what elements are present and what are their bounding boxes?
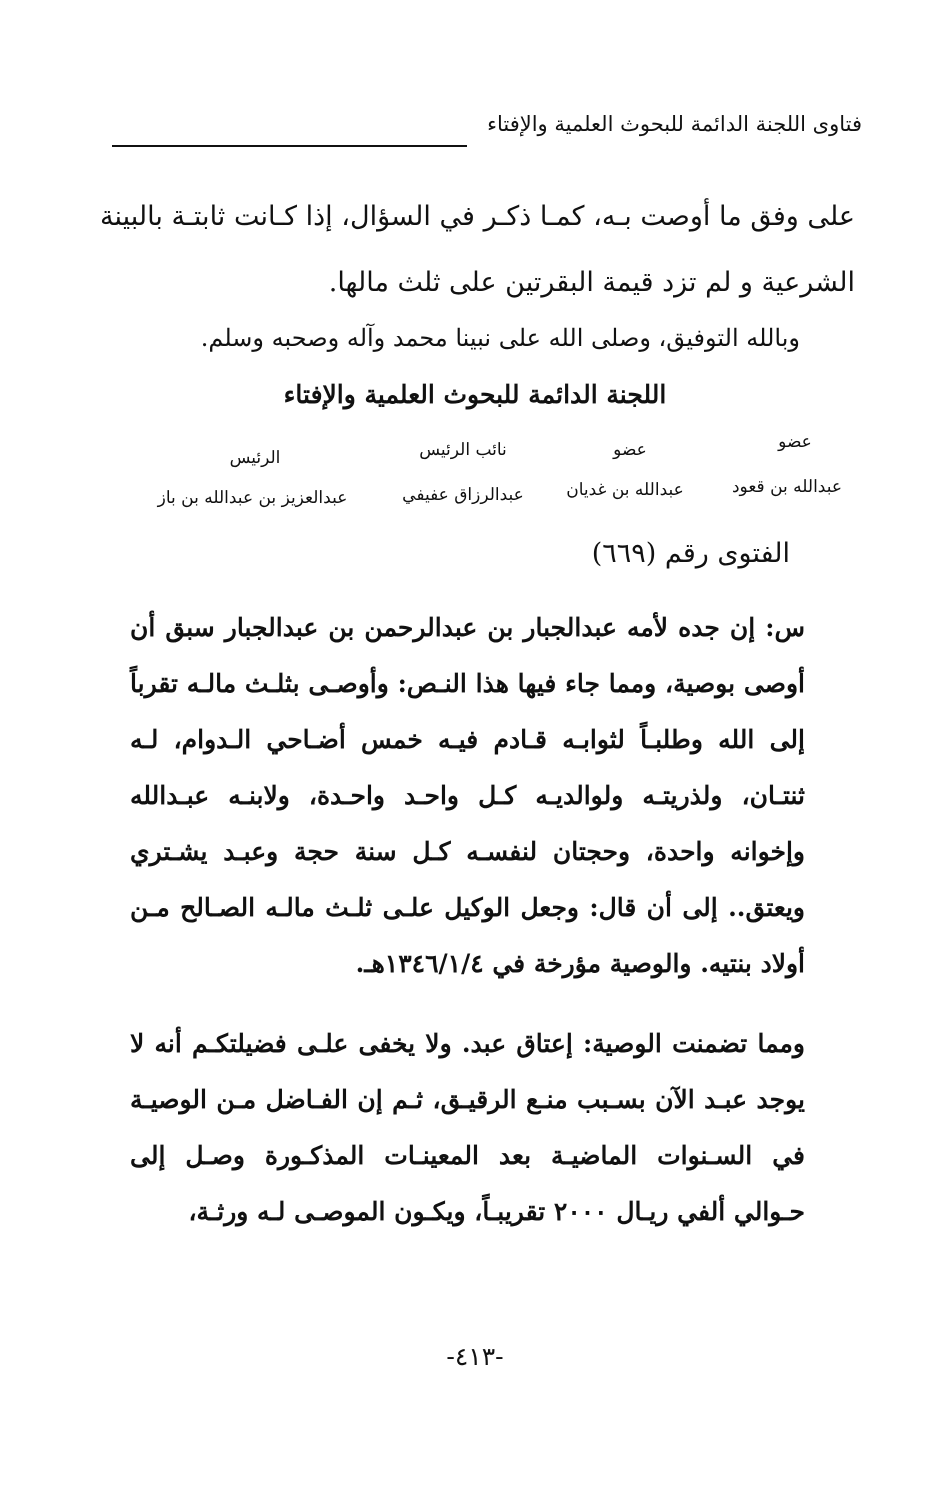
question-paragraph: س: إن جده لأمه عبدالجبار بن عبدالرحمن بن عبدالجبار سبق أن أوصى بوصية، ومما جاء فيها هذا النـص: وأوصـى بثلـث مالـه تقرباً إلى الله وطلبـاً لثوابـه قـادم فيـه خمس أضـاحي الـدوام، لـه ثنتـان، ولذريتـه ولوالديـه كـل واحـد واحـدة، ولابنـه عبـدالله وإخوانه واحدة، وحجتان لنفسـه كـل سنة حجة وعبـد يشـتري ويعتق.. إلى أن قال: وجعل الوكيل علـى ثلـث مالـه الصـالح مـن أولاد بنتيه. والوصية مؤرخة في ١٣٤٦/١/٤هـ. <box>130 613 805 978</box>
signatory-name: عبدالله بن غديان <box>566 480 684 500</box>
fatwa-number: الفتوى رقم (٦٦٩) <box>591 538 790 569</box>
page-number: -٤١٣- <box>446 1342 504 1371</box>
question-paragraph: ومما تضمنت الوصية: إعتاق عبد. ولا يخفى علـى فضيلتكـم أنه لا يوجد عبـد الآن بسـبب منـع الرقيـق، ثـم إن الفـاضل مـن الوصيـة في السـنوات الماضيـة بعد المعينـات المذكـورة وصـل إلى حـوالي ألفي ريـال ٢٠٠٠ تقريبـاً، ويكـون الموصـى لـه ورثـة، <box>130 1029 805 1226</box>
paragraph-closing-prayer: وبالله التوفيق، وصلى الله على نبينا محمد وآله وصحبه وسلم. <box>200 324 800 352</box>
running-header: فتاوى اللجنة الدائمة للبحوث العلمية والإفتاء <box>487 112 862 136</box>
header-rule <box>112 145 467 147</box>
signatory-role: عضو <box>613 440 647 460</box>
signatory-name: عبدالله بن قعود <box>731 477 842 497</box>
signatory-role: نائب الرئيس <box>419 440 507 460</box>
signatory-name: عبدالعزيز بن عبدالله بن باز <box>157 488 348 508</box>
signatory-role: الرئيس <box>229 448 281 468</box>
paragraph-intro: على وفق ما أوصت بـه، كمـا ذكـر في السؤال، إذا كـانت ثابتـة بالبينة الشرعية و لم تزد قيمة البقرتين على ثلث مالها. <box>100 201 855 298</box>
signatory-role: عضو <box>778 432 812 452</box>
signatory-name: عبدالرزاق عفيفي <box>402 485 524 505</box>
committee-title: اللجنة الدائمة للبحوث العلمية والإفتاء <box>283 380 667 409</box>
